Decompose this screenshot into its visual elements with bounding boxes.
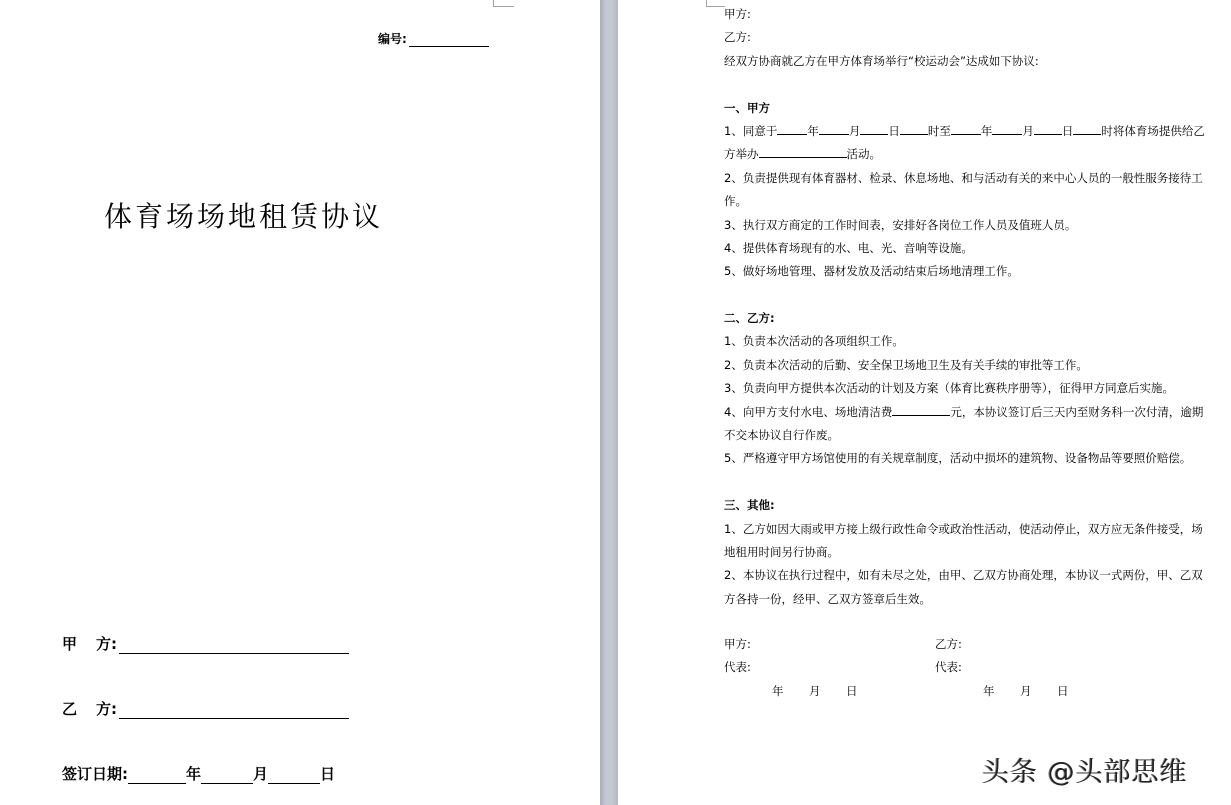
sign-date-line [62, 763, 335, 784]
page-gutter [600, 0, 618, 805]
section-3-item-2-cont: 方各持一份，经甲、乙双方签章后生效。 [724, 591, 931, 606]
section-1-item-1-cont [724, 143, 1224, 166]
party-a-blank [119, 638, 349, 654]
month-label: 月 [253, 765, 269, 783]
month-label: 月 [1020, 683, 1032, 698]
sig-date-row [724, 680, 858, 703]
signature-block-party-b [935, 633, 1069, 703]
watermark: 头条 @头部思维 [982, 757, 1188, 788]
serial-blank [409, 34, 489, 47]
party-b-blank [119, 703, 349, 719]
intro-line: 经双方协商就乙方在甲方体育场举行“校运动会”达成如下协议: [724, 53, 1039, 68]
day-label: 日 [1057, 683, 1069, 698]
agreement-body-page [618, 0, 1231, 805]
sig-date-row [935, 680, 1069, 703]
year-label: 年 [772, 683, 784, 698]
section-1-item-3: 3、执行双方商定的工作时间表，安排好各岗位工作人员及值班人员。 [724, 217, 1077, 232]
item-text: 1、同意于 [724, 123, 778, 138]
section-1-heading: 一、甲方 [724, 100, 770, 115]
item-text: 4、向甲方支付水电、场地清洁费 [724, 404, 893, 419]
signature-block-party-a [724, 633, 858, 703]
party-a-label-2: 方: [96, 635, 117, 653]
section-2-item-5: 5、严格遵守甲方场馆使用的有关规章制度，活动中损坏的建筑物、设备物品等要照价赔偿。 [724, 451, 1192, 466]
day-label: 日 [888, 123, 900, 138]
party-b-line [62, 698, 349, 719]
document-title: 体育场场地租赁协议 [104, 200, 384, 233]
section-3-item-2: 2、本协议在执行过程中，如有未尽之处，由甲、乙双方协商处理，本协议一式两份，甲、乙双 [724, 568, 1203, 583]
party-a-label-1: 甲 [62, 635, 78, 653]
sig-party-label: 乙方: [935, 637, 962, 651]
section-3-item-1-cont: 地租用时间另行协商。 [724, 544, 839, 559]
item-text: 方举办 [724, 147, 759, 162]
item-text: 元，本协议签订后三天内至财务科一次付清，逾期 [950, 404, 1204, 419]
sig-party-label: 甲方: [724, 637, 751, 651]
party-b-line: 乙方: [724, 30, 751, 45]
section-1-item-1 [724, 120, 1224, 143]
section-1-item-2: 2、负责提供现有体育器材、检录、休息场地、和与活动有关的来中心人员的一般性服务接待工 [724, 170, 1203, 185]
agreement-body [724, 3, 1224, 611]
day-blank [268, 768, 320, 784]
year-blank [128, 768, 186, 784]
section-2-heading: 二、乙方: [724, 311, 775, 326]
day-label: 日 [1061, 123, 1074, 138]
year-label: 年 [980, 123, 993, 138]
party-a-line: 甲方: [724, 7, 751, 21]
month-label: 月 [1022, 123, 1034, 138]
party-b-label-1: 乙 [62, 700, 78, 718]
section-2-item-2: 2、负责本次活动的后勤、安全保卫场地卫生及有关手续的审批等工作。 [724, 357, 1088, 372]
section-1-item-5: 5、做好场地管理、器材发放及活动结束后场地清理工作。 [724, 264, 1019, 279]
day-label: 日 [320, 765, 336, 783]
party-b-label-2: 方: [96, 700, 117, 718]
section-2-item-3: 3、负责向甲方提供本次活动的计划及方案（体育比赛秩序册等），征得甲方同意后实施。 [724, 381, 1175, 396]
section-2-item-1: 1、负责本次活动的各项组织工作。 [724, 334, 904, 349]
year-label: 年 [983, 683, 995, 698]
section-2-item-4 [724, 401, 1224, 424]
section-1-item-4: 4、提供体育场现有的水、电、光、音响等设施。 [724, 240, 973, 255]
sign-date-label: 签订日期: [62, 765, 128, 783]
month-blank [201, 768, 253, 784]
page-corner-mark [706, 0, 725, 7]
month-label: 月 [809, 683, 821, 698]
hour-label: 时至 [927, 123, 951, 138]
serial-label: 编号: [378, 32, 407, 46]
section-3-item-1: 1、乙方如因大雨或甲方接上级行政性命令或政治性活动，使活动停止，双方应无条件接受，场 [724, 521, 1203, 536]
item-text: 时将体育场提供给乙 [1101, 123, 1205, 138]
sig-rep-label: 代表: [935, 660, 962, 675]
day-label: 日 [846, 683, 858, 698]
cover-page [0, 0, 600, 805]
section-2-item-4-cont: 不交本协议自行作废。 [724, 428, 839, 443]
section-3-heading: 三、其他: [724, 498, 775, 513]
month-label: 月 [848, 123, 861, 138]
party-a-line [62, 633, 349, 654]
section-1-item-2-cont: 作。 [724, 194, 747, 209]
item-text: 活动。 [846, 147, 881, 162]
sig-rep-label: 代表: [724, 660, 751, 675]
year-label: 年 [186, 765, 202, 783]
year-label: 年 [807, 123, 819, 138]
page-corner-mark [493, 0, 514, 7]
serial-number-field [378, 30, 489, 47]
